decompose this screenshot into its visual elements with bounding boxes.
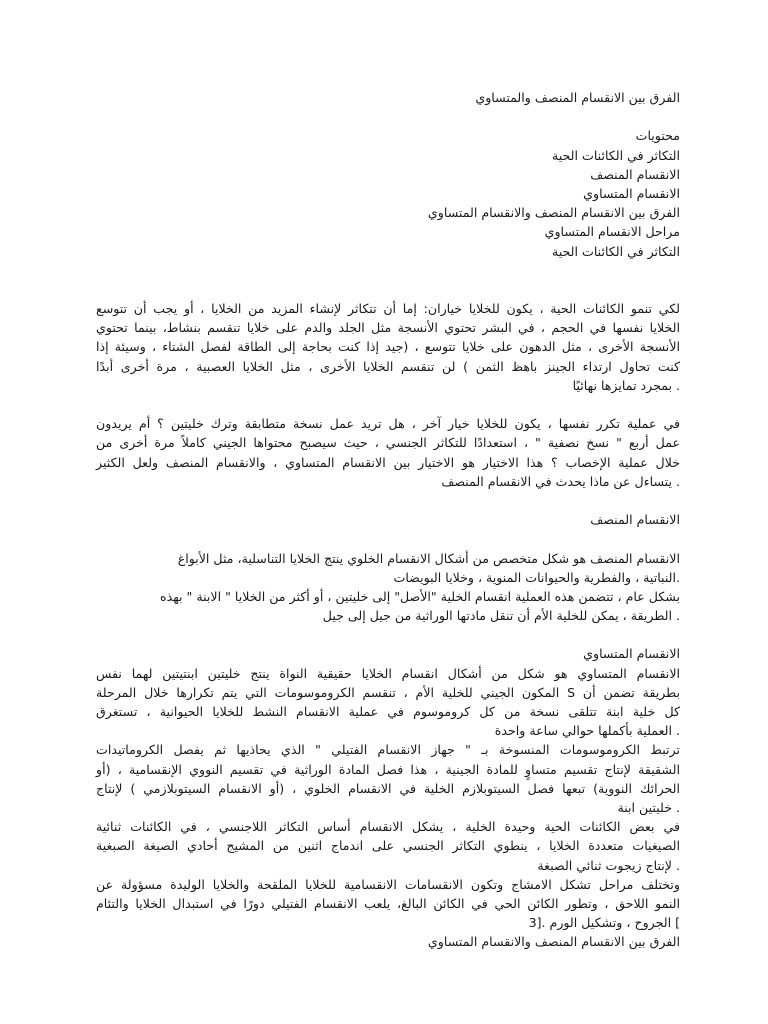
contents-item: التكاثر في الكائنات الحية — [551, 147, 680, 163]
paragraph-line: في عملية تكرر نفسها ، يكون للخلايا خيار آخر ، هل تريد عمل نسخة متطابقة وترك خليتين ؟ أم يريدون — [96, 416, 680, 432]
contents-item: التكاثر في الكائنات الحية — [551, 243, 680, 259]
meiosis-paragraph — [96, 549, 680, 626]
paragraph-line: لكي تنمو الكائنات الحية ، يكون للخلايا خياران: إما أن تتكاثر لإنشاء المزيد من الخلايا ، أو يجب أن تتوسع — [96, 301, 680, 317]
paragraph-line: في بعض الكائنات الحية وحيدة الخلية ، يشكل الانقسام أساس التكاثر اللاجنسي ، في الكائنات ثنائية — [96, 819, 680, 835]
spacer — [96, 625, 680, 644]
contents-item: الفرق بين الانقسام المنصف والانقسام المتساوي — [427, 205, 680, 221]
paragraph-line: . الطريقة ، يمكن للخلية الأم أن تنقل مادتها الوراثية من جيل إلى جيل — [322, 608, 680, 624]
document-page — [96, 88, 680, 951]
spacer — [96, 529, 680, 548]
paragraph-line: عمل أربع " نسخ نصفية " ، استعدادًا للتكاثر الجنسي ، حيث سيصبح محتواها الجيني كاملاً مرة أخرى من — [96, 435, 680, 451]
paragraph-line: الفرق بين الانقسام المنصف والانقسام المتساوي — [427, 934, 680, 950]
contents-item: الانقسام المنصف — [590, 166, 680, 182]
contents-item: مراحل الانقسام المتساوي — [544, 224, 680, 240]
paragraph-line: ] الجروح ، وتشكيل الورم .[3 — [528, 915, 680, 931]
mitosis-paragraph — [96, 664, 680, 952]
meiosis-heading: الانقسام المنصف — [590, 512, 680, 528]
paragraph-line: كنت تحاول ارتداء الجينز باهظ الثمن ) لن تنقسم الخلايا الأخرى ، مثل الخلايا العصبية ، مرة أخرى أبدًا — [96, 358, 680, 374]
paragraph-line: . بمجرد تمايزها نهائيًا — [572, 377, 680, 393]
mitosis-heading: الانقسام المتساوي — [583, 646, 680, 662]
intro-paragraph — [96, 299, 680, 395]
reproduction-paragraph — [96, 414, 680, 491]
contents-heading: محتويات — [635, 128, 680, 144]
paragraph-line: الشقيقة لإنتاج تقسيم متساوٍ للمادة الجينية ، هذا فصل المادة الوراثية في تقسيم النووي الإنقسامية ، (أو — [96, 761, 680, 777]
paragraph-line: الأنسجة الأخرى ، مثل الدهون على خلايا تتوسع ، (جيد إذا كنت بحاجة إلى الطاقة لفصل الشتاء ، وسيئة إذا — [96, 339, 680, 355]
paragraph-line: . يتساءل عن ماذا يحدث في الانقسام المنصف — [441, 473, 680, 489]
paragraph-line: الخلايا نفسها في الحجم ، في البشر تحتوي الأنسجة مثل الجلد والدم على خلايا تنقسم بنشاط، بينما تحتوي — [96, 320, 680, 336]
paragraph-line: الانقسام المنصف هو شكل متخصص من أشكال الانقسام الخلوي ينتج الخلايا التناسلية، مثل الأبواغ — [177, 550, 680, 566]
paragraph-line: الانقسام المتساوي هو شكل من أشكال انقسام الخلايا حقيقية النواة ينتج خليتين ابنتيتين لهما نفس — [96, 665, 680, 681]
paragraph-line: الحرائك النووية) تبعها فصل السيتوبلازم الخلية في الانقسام الخلوي ، (أو الانقسام السيتوبلازمي ) لإنتاج — [96, 780, 680, 796]
paragraph-line: النمو اللاحق ، وتطور الكائن الحي في الكائن البالغ، يلعب الانقسام الفتيلي دورًا في استبدال الخلايا والتئام — [96, 895, 680, 911]
spacer — [96, 261, 680, 280]
paragraph-line: بطريقة تضمن أن S المكون الجيني للخلية الأم ، تنقسم الكروموسومات التي يتم تكرارها خلال المرحلة — [96, 684, 680, 700]
spacer — [96, 107, 680, 126]
contents-item: الانقسام المتساوي — [583, 185, 680, 201]
paragraph-line: ترتبط الكروموسومات المنسوخة بـ " جهاز الانقسام الفتيلي " الذي يحاذيها ثم يفصل الكروماتيدات — [96, 742, 680, 758]
paragraph-line: . العملية بأكملها حوالي ساعة واحدة — [494, 723, 680, 739]
paragraph-line: بشكل عام ، تتضمن هذه العملية انقسام الخلية "الأصل" إلى خليتين ، أو أكثر من الخلايا " الابنة " بهذه — [160, 588, 680, 604]
paragraph-line: الصيغيات متعددة الخلايا ، ينطوي التكاثر الجنسي على اندماج اثنين من المشيج أحادي الصيغة الصبغية — [96, 838, 680, 854]
document-title: الفرق بين الانقسام المنصف والمتساوي — [475, 90, 680, 105]
spacer — [96, 280, 680, 299]
paragraph-line: .النباتية ، والفطرية والحيوانات المنوية ، وخلايا البويضات — [393, 569, 680, 585]
paragraph-line: كل خلية ابنة تتلقى نسخة من كل كروموسوم في عملية الانقسام النشط للخلايا الحيوانية ، تستغرق — [96, 704, 680, 719]
paragraph-line: . لإنتاج زيجوت ثنائي الصبغة — [537, 857, 680, 873]
spacer — [96, 395, 680, 414]
paragraph-line: . خليتين ابنة — [617, 799, 680, 815]
spacer — [96, 491, 680, 510]
paragraph-line: خلال عملية الإخصاب ؟ هذا الاختيار هو الاختيار بين الانقسام المتساوي ، والانقسام المنصف ولعل الكثير — [96, 454, 680, 470]
paragraph-line: وتختلف مراحل تشكل الامشاج وتكون الانقسامات الانقسامية للخلايا الملقحة والخلايا الوليدة مسؤولة عن — [96, 876, 680, 892]
